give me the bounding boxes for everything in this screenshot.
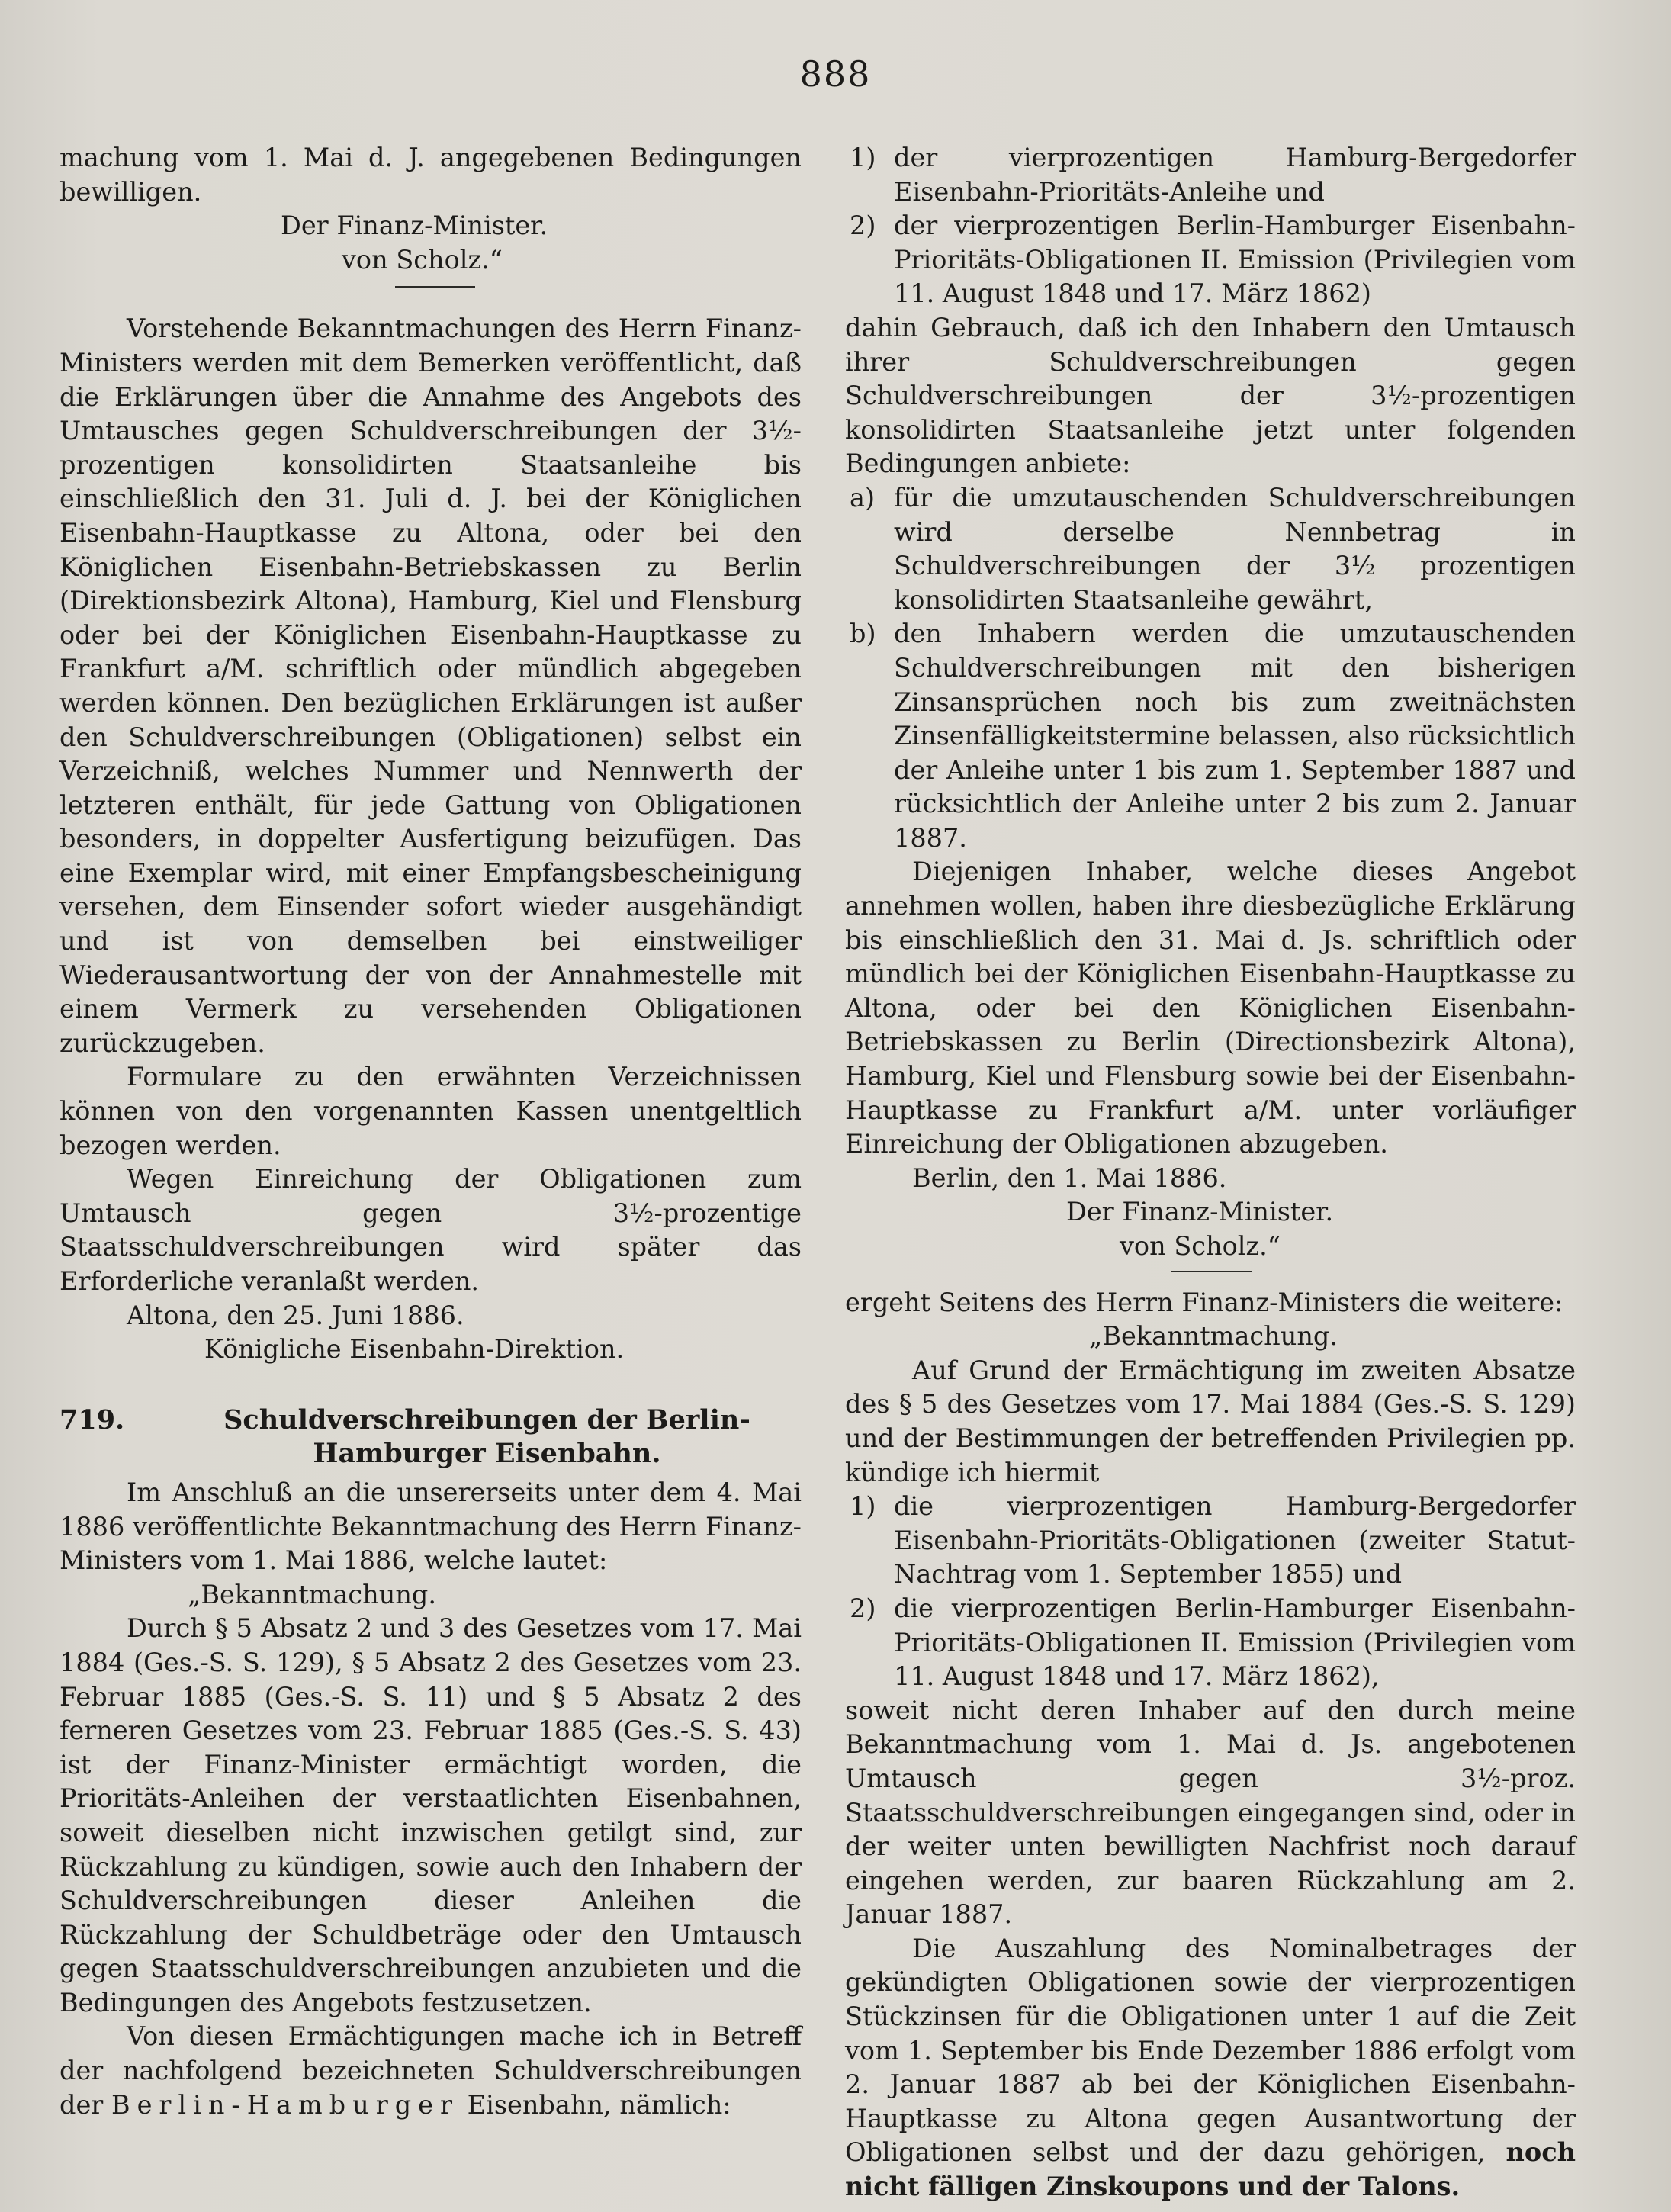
dateline: Altona, den 25. Juni 1886. xyxy=(127,1300,464,1330)
list-item-text: der vierprozentigen Berlin-Hamburger Eisenbahn-Prioritäts-Obligationen II. Emission (Privilegien vom 11. August 1848 und 17. März 1862) xyxy=(894,211,1576,309)
paragraph-von-diesen xyxy=(59,2020,802,2122)
signature-name: von Scholz.“ xyxy=(342,244,503,275)
signature-title: Der Finanz-Minister. xyxy=(1066,1197,1334,1227)
list-item xyxy=(845,1592,1576,1694)
left-column xyxy=(59,141,802,2122)
paragraph-im-anschluss: Im Anschluß an die unsererseits unter dem 4. Mai 1886 veröffentlichte Bekanntmachung des Herrn Finanz-Ministers vom 1. Mai 1886, welche lautet: xyxy=(59,1477,802,1576)
section-heading xyxy=(59,1403,802,1471)
list-item xyxy=(845,1490,1576,1592)
right-column xyxy=(845,141,1576,2204)
list-item xyxy=(845,209,1576,311)
paragraph-dahin: dahin Gebrauch, daß ich den Inhabern den Umtausch ihrer Schuldverschreibungen gegen Schuldverschreibungen der 3½-prozentigen konsolidirten Staatsanleihe jetzt unter folgenden Bedingungen anbiete: xyxy=(845,312,1576,479)
list-item-marker: 1) xyxy=(850,143,876,172)
list-item xyxy=(845,141,1576,209)
list-item-marker: 2) xyxy=(850,1593,876,1623)
signature-name: von Scholz.“ xyxy=(1120,1231,1281,1261)
list-item-text: für die umzutauschenden Schuldverschreibungen wird derselbe Nennbetrag in Schuldverschreibungen der 3½ prozentigen konsolidirten Staatsanleihe gewährt, xyxy=(894,482,1576,615)
paragraph-die-auszahlung-bold: noch nicht fälligen Zinskoupons und der Talons. xyxy=(845,2137,1576,2202)
list-item-text: den Inhabern werden die umzutauschenden Schuldverschreibungen mit den bisherigen Zinsansprüchen noch bis zum zweitnächsten Zinsenfälligkeitstermine belassen, also rücksichtlich der Anleihe unter 1 bis zum 1. September 1887 und rücksichtlich der Anleihe unter 2 bis zum 2. Januar 1887. xyxy=(894,619,1576,853)
list-item-marker: b) xyxy=(850,619,876,649)
paragraph-von-diesen-end: Eisenbahn, nämlich: xyxy=(467,2089,731,2120)
list-item-text: die vierprozentigen Hamburg-Bergedorfer Eisenbahn-Prioritäts-Obligationen (zweiter Statut-Nachtrag vom 1. September 1855) und xyxy=(894,1491,1576,1590)
paragraph-ergeht: ergeht Seitens des Herrn Finanz-Ministers die weitere: xyxy=(845,1287,1563,1317)
dateline: Berlin, den 1. Mai 1886. xyxy=(912,1162,1227,1193)
section-title: Schuldverschreibungen der Berlin-Hamburger Eisenbahn. xyxy=(223,1403,750,1470)
separator-rule xyxy=(1171,1271,1252,1272)
list-item-text: der vierprozentigen Hamburg-Bergedorfer Eisenbahn-Prioritäts-Anleihe und xyxy=(894,143,1576,207)
paragraph-durch: Durch § 5 Absatz 2 und 3 des Gesetzes vom 17. Mai 1884 (Ges.-S. S. 129), § 5 Absatz 2 des Gesetzes vom 23. Februar 1885 (Ges.-S. S. 11) und § 5 Absatz 2 des ferneren Gesetzes vom 23. Februar 1885 (Ges.-S. S. 43) ist der Finanz-Minister ermächtigt worden, die Prioritäts-Anleihen der verstaatlichten Eisenbahnen, soweit dieselben nicht inzwischen getilgt sind, zur Rückzahlung zu kündigen, sowie auch den Inhabern der Schuldverschreibungen dieser Anleihen die Rückzahlung der Schuldbeträge oder den Umtausch gegen Staatsschuldverschreibungen anzubieten und die Bedingungen des Angebots festzusetzen. xyxy=(59,1613,802,2017)
separator-rule xyxy=(395,286,475,288)
section-number: 719. xyxy=(59,1403,125,1436)
list-item-text: die vierprozentigen Berlin-Hamburger Eisenbahn-Prioritäts-Obligationen II. Emission (Privilegien vom 11. August 1848 und 17. März 1862), xyxy=(894,1593,1576,1692)
railway-name-spaced: Berlin-Hamburger xyxy=(111,2089,460,2120)
quoted-heading: „Bekanntmachung. xyxy=(1089,1321,1338,1352)
paragraph-formulare: Formulare zu den erwähnten Verzeichnissen können von den vorgenannten Kassen unentgeltlich bezogen werden. xyxy=(59,1062,802,1160)
list-item-marker: 2) xyxy=(850,211,876,241)
signature-title: Der Finanz-Minister. xyxy=(281,211,548,241)
paragraph-soweit: soweit nicht deren Inhaber auf den durch meine Bekanntmachung vom 1. Mai d. Js. angebotenen Umtausch gegen 3½-proz. Staatsschuldverschreibungen eingegangen sind, oder in der weiter unten bewilligten Nachfrist noch darauf eingehen werden, zur baaren Rückzahlung am 2. Januar 1887. xyxy=(845,1695,1576,1930)
page-number: 888 xyxy=(799,53,872,95)
paragraph-die-auszahlung-text: Die Auszahlung des Nominalbetrages der gekündigten Obligationen sowie der vierprozentigen Stückzinsen für die Obligationen unter 1 auf die Zeit vom 1. September bis Ende Dezember 1886 erfolgt vom 2. Januar 1887 ab bei der Königlichen Eisenbahn-Hauptkasse zu Altona gegen Ausantwortung der Obligationen selbst und der dazu gehörigen, xyxy=(845,1933,1576,2168)
paragraph-die-auszahlung xyxy=(845,1932,1576,2204)
list-item-marker: a) xyxy=(850,482,876,513)
quoted-heading: „Bekanntmachung. xyxy=(188,1579,437,1609)
paragraph-wegen: Wegen Einreichung der Obligationen zum Umtausch gegen 3½-prozentige Staatsschuldverschreibungen wird später das Erforderliche veranlaßt werden. xyxy=(59,1164,802,1296)
list-item-marker: 1) xyxy=(850,1491,876,1522)
paragraph-auf-grund: Auf Grund der Ermächtigung im zweiten Absatze des § 5 des Gesetzes vom 17. Mai 1884 (Ges.-S. S. 129) und der Bestimmungen der betreffenden Privilegien pp. kündige ich hiermit xyxy=(845,1355,1576,1487)
list-item xyxy=(845,617,1576,855)
issuing-authority: Königliche Eisenbahn-Direktion. xyxy=(204,1334,625,1365)
paragraph-diejenigen: Diejenigen Inhaber, welche dieses Angebot annehmen wollen, haben ihre diesbezügliche Erklärung bis einschließlich den 31. Mai d. Js. schriftlich oder mündlich bei der Königlichen Eisenbahn-Hauptkasse zu Altona, oder bei den Königlichen Eisenbahn-Betriebskassen zu Berlin (Directionsbezirk Altona), Hamburg, Kiel und Flensburg sowie bei der Eisenbahn-Hauptkasse zu Frankfurt a/M. unter vorläufiger Einreichung der Obligationen abzugeben. xyxy=(845,857,1576,1159)
list-item xyxy=(845,481,1576,617)
continuation-paragraph: machung vom 1. Mai d. J. angegebenen Bedingungen bewilligen. xyxy=(59,143,802,207)
paragraph-vorstehende: Vorstehende Bekanntmachungen des Herrn Finanz-Ministers werden mit dem Bemerken veröffentlicht, daß die Erklärungen über die Annahme des Angebots des Umtausches gegen Schuldverschreibungen der 3½-prozentigen konsolidirten Staatsanleihe bis einschließlich den 31. Juli d. J. bei der Königlichen Eisenbahn-Hauptkasse zu Altona, oder bei den Königlichen Eisenbahn-Betriebskassen zu Berlin (Direktionsbezirk Altona), Hamburg, Kiel und Flensburg oder bei der Königlichen Eisenbahn-Hauptkasse zu Frankfurt a/M. schriftlich oder mündlich abgegeben werden können. Den bezüglichen Erklärungen ist außer den Schuldverschreibungen (Obligationen) selbst ein Verzeichniß, welches Nummer und Nennwerth der letzteren enthält, für jede Gattung von Obligationen besonders, in doppelter Ausfertigung beizufügen. Das eine Exemplar wird, mit einer Empfangsbescheinigung versehen, dem Einsender sofort wieder ausgehändigt und ist von demselben bei einstweiliger Wiederausantwortung der von der Annahmestelle mit einem Vermerk zu versehenden Obligationen zurückzugeben. xyxy=(59,313,802,1058)
paragraph-von-diesen-text: Von diesen Ermächtigungen mache ich in Betreff der nachfolgend bezeichneten Schuldverschreibungen der xyxy=(59,2021,802,2120)
